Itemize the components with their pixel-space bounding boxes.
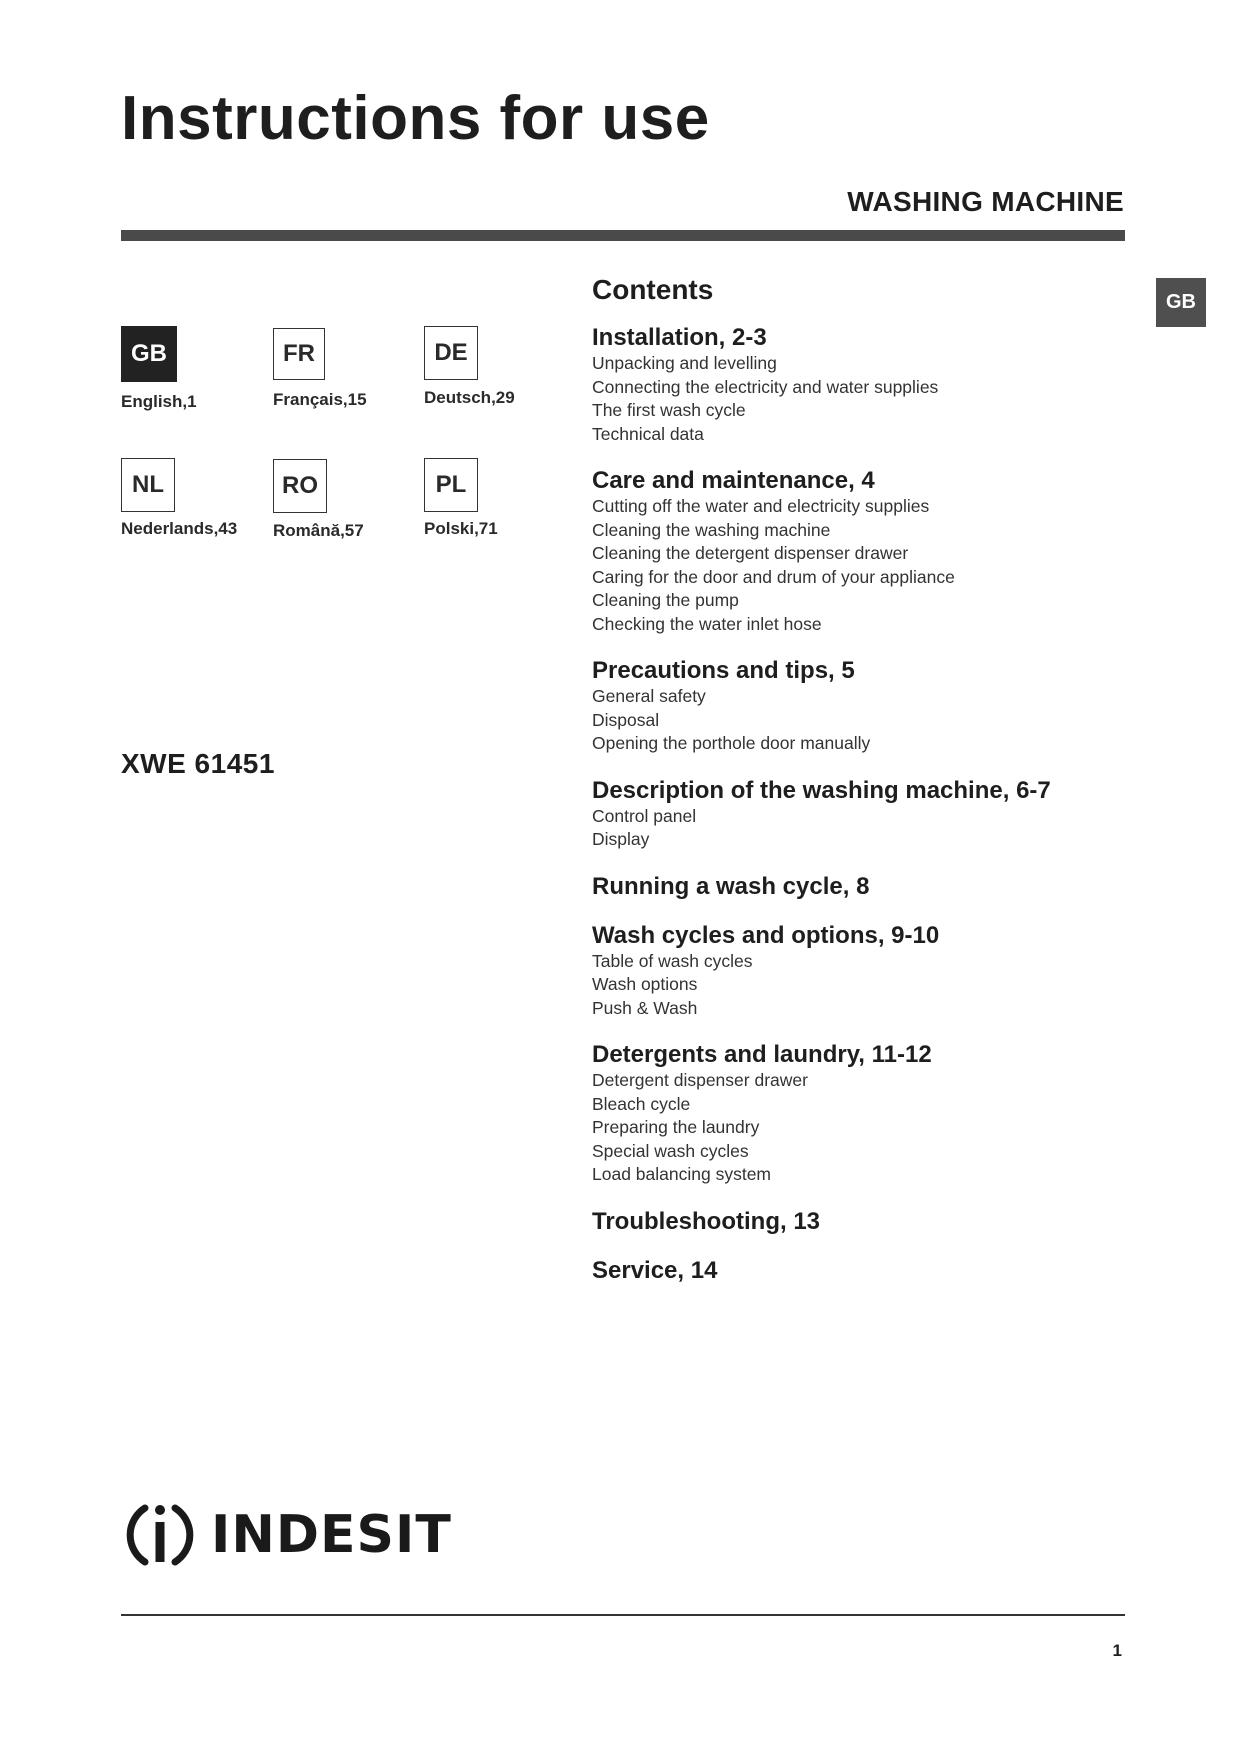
language-dutch[interactable] bbox=[121, 458, 237, 539]
toc-item[interactable]: Cutting off the water and electricity supplies bbox=[592, 496, 930, 516]
model-number: XWE 61451 bbox=[121, 748, 275, 779]
language-code-box: FR bbox=[273, 328, 325, 380]
toc-item[interactable]: Load balancing system bbox=[592, 1164, 771, 1184]
toc-section-service bbox=[592, 1257, 1152, 1285]
toc-item[interactable]: Cleaning the pump bbox=[592, 590, 739, 610]
page-title: Instructions for use bbox=[121, 84, 710, 153]
language-code-box: NL bbox=[121, 458, 175, 512]
language-german[interactable] bbox=[424, 326, 515, 408]
language-label: Nederlands,43 bbox=[121, 519, 238, 538]
toc-section-precautions bbox=[592, 657, 1152, 756]
language-romanian[interactable] bbox=[273, 459, 364, 541]
bottom-divider bbox=[121, 1614, 1125, 1616]
toc-section-detergents bbox=[592, 1041, 1152, 1187]
toc-item[interactable]: The first wash cycle bbox=[592, 400, 746, 420]
language-label: Română,57 bbox=[273, 521, 364, 540]
indesit-logo-icon bbox=[121, 1496, 199, 1574]
toc-section-running bbox=[592, 873, 1152, 901]
table-of-contents bbox=[592, 324, 1152, 1306]
language-side-tab: GB bbox=[1156, 278, 1206, 327]
toc-section-description bbox=[592, 777, 1152, 852]
toc-item[interactable]: Opening the porthole door manually bbox=[592, 733, 871, 753]
language-label: English,1 bbox=[121, 392, 197, 411]
toc-item[interactable]: Control panel bbox=[592, 805, 697, 826]
toc-section-title[interactable]: Detergents and laundry, 11-12 bbox=[592, 1041, 932, 1068]
brand-logo bbox=[121, 1496, 452, 1574]
toc-section-title[interactable]: Installation, 2-3 bbox=[592, 324, 767, 351]
toc-item[interactable]: Push & Wash bbox=[592, 997, 698, 1018]
toc-section-title[interactable]: Running a wash cycle, 8 bbox=[592, 872, 870, 900]
top-divider bbox=[121, 230, 1125, 241]
toc-section-title[interactable]: Troubleshooting, 13 bbox=[592, 1207, 821, 1235]
page-number: 1 bbox=[1112, 1641, 1122, 1660]
toc-item[interactable]: Cleaning the washing machine bbox=[592, 519, 831, 540]
language-label: Français,15 bbox=[273, 390, 367, 409]
product-type: WASHING MACHINE bbox=[847, 186, 1124, 217]
toc-section-care bbox=[592, 467, 1152, 636]
language-code-box: GB bbox=[121, 326, 177, 382]
toc-item[interactable]: Technical data bbox=[592, 423, 704, 444]
language-code-box: DE bbox=[424, 326, 478, 380]
toc-item[interactable]: Unpacking and levelling bbox=[592, 353, 777, 373]
toc-section-troubleshooting bbox=[592, 1208, 1152, 1236]
toc-item[interactable]: Checking the water inlet hose bbox=[592, 613, 822, 634]
toc-item[interactable]: General safety bbox=[592, 686, 706, 706]
toc-item[interactable]: Special wash cycles bbox=[592, 1140, 749, 1161]
toc-item[interactable]: Detergent dispenser drawer bbox=[592, 1070, 808, 1090]
toc-section-title[interactable]: Precautions and tips, 5 bbox=[592, 657, 855, 684]
toc-item[interactable]: Preparing the laundry bbox=[592, 1117, 760, 1137]
toc-item[interactable]: Bleach cycle bbox=[592, 1093, 691, 1114]
language-code-box: RO bbox=[273, 459, 327, 513]
toc-section-wash-cycles bbox=[592, 922, 1152, 1021]
language-french[interactable] bbox=[273, 328, 367, 410]
language-label: Deutsch,29 bbox=[424, 388, 515, 407]
toc-item[interactable]: Display bbox=[592, 829, 650, 849]
toc-item[interactable]: Cleaning the detergent dispenser drawer bbox=[592, 543, 909, 563]
toc-section-title[interactable]: Service, 14 bbox=[592, 1256, 718, 1284]
toc-section-title[interactable]: Description of the washing machine, 6-7 bbox=[592, 776, 1051, 804]
toc-item[interactable]: Caring for the door and drum of your appliance bbox=[592, 566, 955, 587]
contents-heading: Contents bbox=[592, 274, 714, 305]
toc-item[interactable]: Disposal bbox=[592, 709, 660, 730]
language-code-box: PL bbox=[424, 458, 478, 512]
toc-section-installation bbox=[592, 324, 1152, 446]
language-label: Polski,71 bbox=[424, 519, 498, 538]
toc-item[interactable]: Table of wash cycles bbox=[592, 950, 753, 971]
language-english[interactable] bbox=[121, 326, 197, 412]
toc-section-title[interactable]: Wash cycles and options, 9-10 bbox=[592, 921, 940, 949]
language-polish[interactable] bbox=[424, 458, 498, 539]
toc-section-title[interactable]: Care and maintenance, 4 bbox=[592, 467, 875, 494]
toc-item[interactable]: Wash options bbox=[592, 974, 698, 994]
toc-item[interactable]: Connecting the electricity and water supplies bbox=[592, 376, 939, 397]
brand-wordmark: INDESIT bbox=[211, 1505, 452, 1565]
